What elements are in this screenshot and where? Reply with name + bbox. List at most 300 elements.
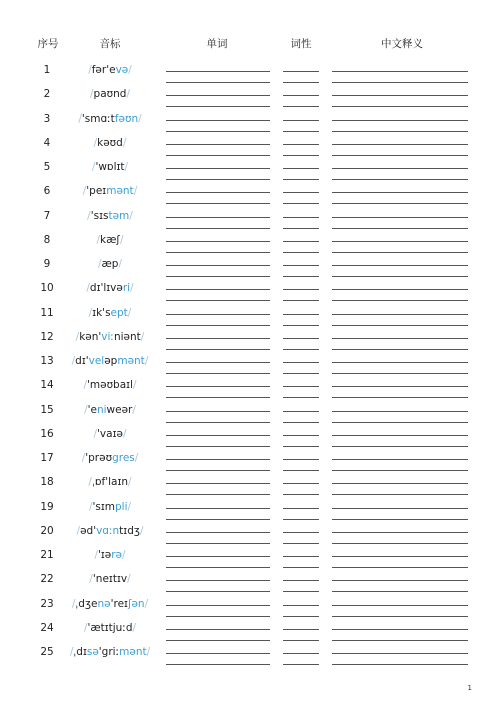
phonetic-segment: 'ɪə [97, 549, 112, 561]
phonetic-segment: tɪdʒ [119, 524, 140, 537]
phonetic-transcription [60, 573, 160, 585]
phonetic-slash: / [83, 621, 88, 634]
row-number: 17 [40, 452, 54, 464]
meaning-answer-line [332, 508, 468, 509]
phonetic-slash: / [93, 427, 98, 440]
word-answer-line [166, 605, 270, 606]
header-chinese-meaning: 中文释义 [381, 38, 423, 50]
phonetic-slash: / [69, 646, 74, 658]
phonetic-slash: / [144, 355, 149, 367]
word-answer-line [166, 373, 270, 374]
phonetic-transcription [60, 355, 160, 367]
row-number: 13 [40, 355, 54, 367]
phonetic-highlight: fəʊn [114, 112, 139, 125]
phonetic-segment: ɪk's [92, 306, 111, 319]
word-answer-line [166, 459, 270, 460]
part-of-speech-answer-line [283, 519, 319, 520]
phonetic-transcription [60, 234, 160, 246]
row-number: 21 [40, 549, 54, 561]
word-answer-line [166, 519, 270, 520]
phonetic-slash: / [94, 549, 98, 561]
phonetic-slash: / [140, 330, 145, 343]
phonetic-slash: / [87, 209, 91, 222]
phonetic-segment: dɪ'lɪvə [89, 282, 123, 295]
table-row [0, 642, 500, 666]
meaning-answer-line [332, 567, 468, 568]
part-of-speech-answer-line [283, 459, 319, 460]
phonetic-highlight: təm [108, 209, 130, 222]
phonetic-segment: kən' [79, 330, 102, 343]
word-answer-line [166, 241, 270, 242]
meaning-answer-line [332, 397, 468, 398]
word-answer-line [166, 470, 270, 471]
meaning-answer-line [332, 362, 468, 363]
phonetic-slash: / [122, 427, 127, 440]
phonetic-segment: 'vaɪə [97, 427, 123, 440]
part-of-speech-answer-line [283, 217, 319, 218]
header-part-of-speech: 词性 [290, 38, 312, 50]
meaning-answer-line [332, 228, 468, 229]
word-answer-line [166, 252, 270, 253]
part-of-speech-answer-line [283, 532, 319, 533]
table-row [0, 569, 500, 593]
row-number: 18 [40, 476, 54, 489]
meaning-answer-line [332, 95, 468, 96]
row-number: 15 [40, 403, 54, 416]
table-row [0, 545, 500, 569]
part-of-speech-answer-line [283, 411, 319, 412]
phonetic-slash: / [130, 282, 134, 295]
part-of-speech-answer-line [283, 556, 319, 557]
part-of-speech-answer-line [283, 144, 319, 145]
table-row [0, 497, 500, 521]
meaning-answer-line [332, 616, 468, 617]
phonetic-slash: / [134, 452, 139, 464]
phonetic-segment: ˌɒf'laɪn [91, 476, 129, 489]
part-of-speech-answer-line [283, 580, 319, 581]
word-answer-line [166, 131, 270, 132]
part-of-speech-answer-line [283, 120, 319, 121]
word-answer-line [166, 217, 270, 218]
word-answer-line [166, 411, 270, 412]
phonetic-highlight: viː [101, 330, 114, 343]
phonetic-segment: ˌdɪ [73, 646, 87, 658]
phonetic-slash: / [84, 403, 88, 416]
meaning-answer-line [332, 325, 468, 326]
meaning-answer-line [332, 532, 468, 533]
part-of-speech-answer-line [283, 435, 319, 436]
table-row [0, 618, 500, 642]
word-answer-line [166, 580, 270, 581]
word-answer-line [166, 106, 270, 107]
part-of-speech-answer-line [283, 325, 319, 326]
meaning-answer-line [332, 179, 468, 180]
phonetic-segment: paʊnd [93, 88, 127, 101]
word-answer-line [166, 386, 270, 387]
part-of-speech-answer-line [283, 82, 319, 83]
part-of-speech-answer-line [283, 567, 319, 568]
word-answer-line [166, 567, 270, 568]
phonetic-slash: / [89, 573, 93, 586]
phonetic-highlight: sə [86, 646, 99, 658]
phonetic-slash: / [82, 185, 87, 198]
phonetic-transcription [60, 64, 160, 76]
row-number: 1 [43, 64, 51, 76]
part-of-speech-answer-line [283, 131, 319, 132]
phonetic-slash: / [126, 88, 130, 101]
meaning-answer-line [332, 494, 468, 495]
word-answer-line [166, 435, 270, 436]
meaning-answer-line [332, 155, 468, 156]
part-of-speech-answer-line [283, 95, 319, 96]
phonetic-transcription [60, 501, 160, 513]
meaning-answer-line [332, 435, 468, 436]
table-row [0, 521, 500, 545]
word-answer-line [166, 629, 270, 630]
phonetic-slash: / [138, 112, 142, 125]
phonetic-transcription [60, 428, 160, 440]
meaning-answer-line [332, 314, 468, 315]
row-number: 14 [40, 379, 54, 392]
part-of-speech-answer-line [283, 300, 319, 301]
meaning-answer-line [332, 349, 468, 350]
phonetic-slash: / [132, 379, 137, 392]
row-number: 12 [40, 330, 54, 343]
meaning-answer-line [332, 82, 468, 83]
phonetic-slash: / [71, 597, 76, 610]
word-answer-line [166, 95, 270, 96]
phonetic-transcription [60, 282, 160, 294]
phonetic-slash: / [124, 161, 129, 173]
header-phonetic: 音标 [99, 38, 121, 50]
meaning-answer-line [332, 252, 468, 253]
row-number: 2 [43, 88, 51, 101]
phonetic-highlight: ept [110, 306, 128, 319]
part-of-speech-answer-line [283, 338, 319, 339]
word-answer-line [166, 265, 270, 266]
word-answer-line [166, 446, 270, 447]
part-of-speech-answer-line [283, 543, 319, 544]
phonetic-transcription [60, 161, 160, 173]
part-of-speech-answer-line [283, 252, 319, 253]
row-number: 11 [40, 306, 54, 319]
meaning-answer-line [332, 144, 468, 145]
phonetic-slash: / [127, 500, 132, 513]
phonetic-segment: 'smɑːt [81, 112, 115, 125]
phonetic-slash: / [146, 646, 151, 658]
phonetic-slash: / [133, 185, 138, 198]
phonetic-slash: / [97, 258, 102, 270]
phonetic-slash: / [139, 524, 144, 537]
word-answer-line [166, 168, 270, 169]
word-answer-line [166, 422, 270, 423]
row-number: 24 [40, 621, 54, 634]
table-row [0, 351, 500, 375]
phonetic-segment: æp [101, 258, 119, 270]
row-number: 3 [43, 112, 51, 125]
phonetic-segment: kəʊd [97, 136, 123, 149]
word-answer-line [166, 203, 270, 204]
part-of-speech-answer-line [283, 373, 319, 374]
part-of-speech-answer-line [283, 265, 319, 266]
meaning-answer-line [332, 203, 468, 204]
part-of-speech-answer-line [283, 640, 319, 641]
phonetic-segment: 'e [87, 403, 97, 416]
phonetic-slash: / [127, 573, 131, 586]
table-row [0, 206, 500, 230]
table-row [0, 448, 500, 472]
phonetic-transcription [60, 476, 160, 488]
row-number: 9 [43, 258, 51, 270]
phonetic-transcription [60, 622, 160, 634]
word-answer-line [166, 483, 270, 484]
table-row [0, 230, 500, 254]
word-answer-line [166, 325, 270, 326]
word-answer-line [166, 314, 270, 315]
phonetic-slash: / [71, 355, 76, 367]
phonetic-highlight: nə [97, 597, 111, 610]
phonetic-transcription [60, 88, 160, 100]
meaning-answer-line [332, 131, 468, 132]
phonetic-segment: 'sɪm [92, 500, 115, 513]
phonetic-highlight: gres [112, 452, 135, 464]
part-of-speech-answer-line [283, 653, 319, 654]
word-answer-line [166, 228, 270, 229]
part-of-speech-answer-line [283, 629, 319, 630]
word-answer-line [166, 179, 270, 180]
phonetic-transcription [60, 598, 160, 610]
part-of-speech-answer-line [283, 446, 319, 447]
meaning-answer-line [332, 446, 468, 447]
part-of-speech-answer-line [283, 289, 319, 290]
meaning-answer-line [332, 373, 468, 374]
phonetic-transcription [60, 379, 160, 391]
meaning-answer-line [332, 640, 468, 641]
part-of-speech-answer-line [283, 155, 319, 156]
phonetic-slash: / [76, 524, 81, 537]
phonetic-highlight: və [115, 64, 129, 76]
phonetic-highlight: mənt [119, 646, 147, 658]
word-answer-line [166, 653, 270, 654]
phonetic-transcription [60, 331, 160, 343]
phonetic-slash: / [78, 112, 82, 125]
row-number: 4 [43, 136, 51, 149]
word-answer-line [166, 664, 270, 665]
word-answer-line [166, 82, 270, 83]
row-number: 7 [43, 209, 51, 222]
table-row [0, 327, 500, 351]
phonetic-highlight: pli [115, 500, 128, 513]
phonetic-slash: / [96, 233, 101, 246]
phonetic-slash: / [90, 88, 94, 101]
row-number: 8 [43, 233, 51, 246]
meaning-answer-line [332, 664, 468, 665]
word-answer-line [166, 397, 270, 398]
table-row [0, 254, 500, 278]
phonetic-highlight: mənt [117, 355, 145, 367]
table-row [0, 278, 500, 302]
part-of-speech-answer-line [283, 314, 319, 315]
part-of-speech-answer-line [283, 228, 319, 229]
meaning-answer-line [332, 300, 468, 301]
row-number: 20 [40, 524, 54, 537]
phonetic-highlight: rə [111, 549, 123, 561]
word-answer-line [166, 300, 270, 301]
row-number: 5 [43, 161, 51, 173]
table-row [0, 303, 500, 327]
phonetic-slash: / [128, 64, 132, 76]
word-answer-line [166, 276, 270, 277]
part-of-speech-answer-line [283, 179, 319, 180]
table-row [0, 594, 500, 618]
meaning-answer-line [332, 483, 468, 484]
phonetic-segment: ˌdʒe [75, 597, 98, 610]
phonetic-segment: dɪ' [75, 355, 89, 367]
phonetic-slash: / [129, 209, 133, 222]
row-number: 19 [40, 500, 54, 513]
header-number: 序号 [37, 38, 59, 50]
phonetic-slash: / [127, 306, 132, 319]
phonetic-segment: fər'e [91, 64, 116, 76]
table-row [0, 157, 500, 181]
phonetic-slash: / [132, 621, 137, 634]
phonetic-segment: 'məʊbaɪl [87, 379, 133, 392]
meaning-answer-line [332, 265, 468, 266]
word-answer-line [166, 120, 270, 121]
phonetic-segment: 'neɪtɪv [92, 573, 128, 586]
phonetic-highlight: ni [96, 403, 107, 416]
phonetic-segment: 'ætɪtjuːd [87, 621, 133, 634]
meaning-answer-line [332, 470, 468, 471]
phonetic-segment: əp [104, 355, 118, 367]
phonetic-segment: kæʃ [100, 233, 120, 246]
word-answer-line [166, 71, 270, 72]
table-row [0, 60, 500, 84]
word-answer-line [166, 349, 270, 350]
phonetic-slash: / [83, 379, 87, 392]
meaning-answer-line [332, 411, 468, 412]
meaning-answer-line [332, 543, 468, 544]
table-row [0, 424, 500, 448]
phonetic-highlight: mənt [106, 185, 134, 198]
phonetic-segment: niənt [113, 330, 141, 343]
meaning-answer-line [332, 422, 468, 423]
word-answer-line [166, 192, 270, 193]
meaning-answer-line [332, 168, 468, 169]
part-of-speech-answer-line [283, 168, 319, 169]
meaning-answer-line [332, 241, 468, 242]
part-of-speech-answer-line [283, 605, 319, 606]
phonetic-transcription [60, 452, 160, 464]
part-of-speech-answer-line [283, 349, 319, 350]
word-answer-line [166, 338, 270, 339]
meaning-answer-line [332, 519, 468, 520]
table-row [0, 181, 500, 205]
phonetic-transcription [60, 404, 160, 416]
phonetic-transcription [60, 113, 160, 125]
part-of-speech-answer-line [283, 397, 319, 398]
meaning-answer-line [332, 71, 468, 72]
part-of-speech-answer-line [283, 276, 319, 277]
header-word: 单词 [206, 38, 228, 50]
phonetic-highlight: ʃən [127, 597, 145, 610]
word-answer-line [166, 543, 270, 544]
meaning-answer-line [332, 192, 468, 193]
meaning-answer-line [332, 556, 468, 557]
phonetic-segment: 'prəʊ [85, 452, 113, 464]
phonetic-slash: / [128, 476, 132, 489]
phonetic-segment: 'griː [98, 646, 120, 658]
word-answer-line [166, 289, 270, 290]
meaning-answer-line [332, 605, 468, 606]
table-row [0, 133, 500, 157]
page-number: 1 [467, 684, 472, 692]
phonetic-segment: 'sɪs [90, 209, 109, 222]
phonetic-highlight: vel [88, 355, 105, 367]
phonetic-slash: / [122, 549, 126, 561]
meaning-answer-line [332, 338, 468, 339]
phonetic-segment: weər [106, 403, 133, 416]
phonetic-slash: / [132, 403, 136, 416]
meaning-answer-line [332, 289, 468, 290]
part-of-speech-answer-line [283, 422, 319, 423]
phonetic-slash: / [88, 306, 93, 319]
meaning-answer-line [332, 276, 468, 277]
phonetic-transcription [60, 646, 160, 658]
phonetic-slash: / [75, 330, 80, 343]
phonetic-slash: / [144, 597, 149, 610]
phonetic-transcription [60, 137, 160, 149]
phonetic-slash: / [86, 282, 90, 295]
phonetic-highlight: vɑːn [96, 524, 120, 537]
table-row [0, 84, 500, 108]
phonetic-slash: / [122, 136, 127, 149]
row-number: 23 [40, 597, 54, 610]
phonetic-transcription [60, 549, 160, 561]
part-of-speech-answer-line [283, 470, 319, 471]
word-answer-line [166, 591, 270, 592]
row-number: 16 [40, 427, 54, 440]
meaning-answer-line [332, 386, 468, 387]
phonetic-transcription [60, 525, 160, 537]
part-of-speech-answer-line [283, 192, 319, 193]
phonetic-slash: / [88, 500, 93, 513]
word-answer-line [166, 362, 270, 363]
phonetic-slash: / [118, 258, 123, 270]
part-of-speech-answer-line [283, 71, 319, 72]
table-row [0, 400, 500, 424]
meaning-answer-line [332, 591, 468, 592]
part-of-speech-answer-line [283, 386, 319, 387]
word-answer-line [166, 494, 270, 495]
word-answer-line [166, 155, 270, 156]
meaning-answer-line [332, 217, 468, 218]
meaning-answer-line [332, 653, 468, 654]
word-answer-line [166, 508, 270, 509]
meaning-answer-line [332, 106, 468, 107]
phonetic-slash: / [88, 476, 92, 489]
part-of-speech-answer-line [283, 362, 319, 363]
row-number: 6 [43, 185, 51, 198]
phonetic-segment: 'peɪ [86, 185, 107, 198]
word-answer-line [166, 532, 270, 533]
phonetic-highlight: ri [122, 282, 131, 295]
phonetic-transcription [60, 307, 160, 319]
phonetic-slash: / [88, 64, 92, 76]
part-of-speech-answer-line [283, 616, 319, 617]
phonetic-transcription [60, 210, 160, 222]
word-answer-line [166, 616, 270, 617]
